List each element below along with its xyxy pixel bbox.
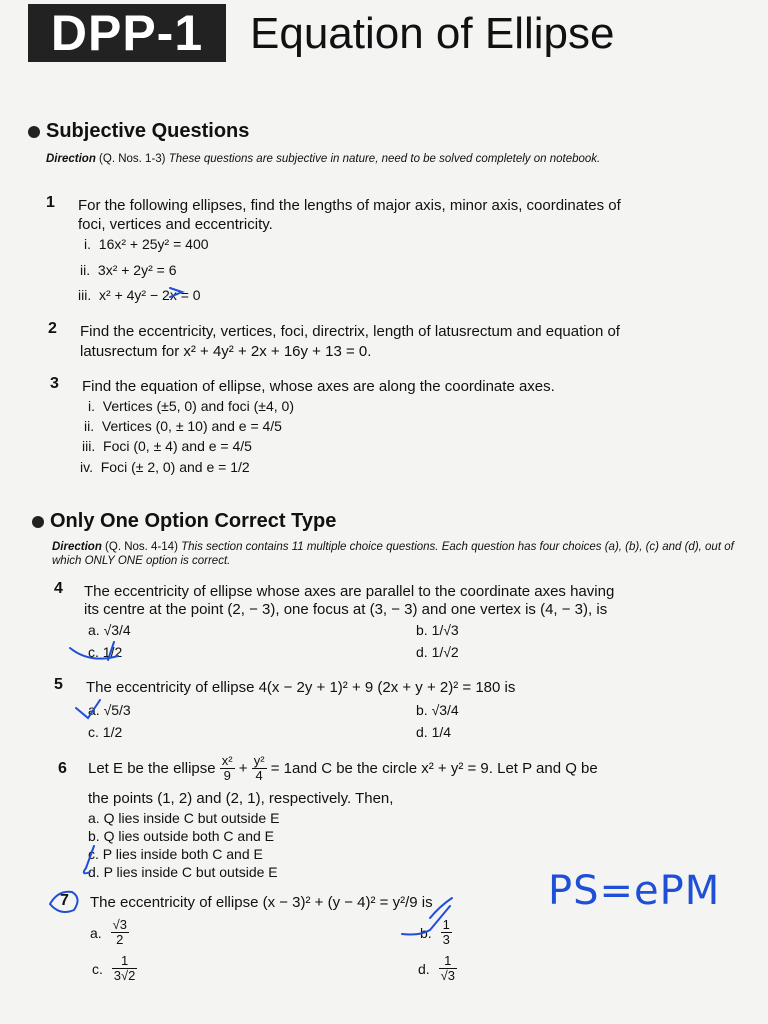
sub-item-label: iv. (80, 459, 93, 475)
option-c: c. 1/2 (88, 724, 123, 740)
direction-text: This section contains 11 multiple choice questions. Each question has four choices (a), (b), (c) and (d), out of which ONLY ONE option is correct. (52, 541, 734, 567)
direction-ref: (Q. Nos. 4-14) (105, 541, 178, 553)
option-label: d. (418, 960, 430, 977)
option-label: a. (90, 924, 102, 941)
option-d: d. P lies inside C but outside E (88, 864, 278, 880)
question-number: 2 (48, 320, 57, 337)
option-a: a. √5/3 (88, 702, 131, 718)
question-text: Find the equation of ellipse, whose axes are along the coordinate axes. (82, 378, 555, 395)
direction-label: Direction (52, 541, 102, 553)
question-text: Find the eccentricity, vertices, foci, directrix, length of latusrectum and equation of (80, 323, 620, 340)
fraction-denominator: 3√2 (113, 968, 136, 983)
sub-item-text: 3x² + 2y² = 6 (97, 262, 177, 278)
question-text-post: = 1and C be the circle x² + y² = 9. Let P and Q be (270, 759, 598, 777)
sub-item-label: iii. (82, 438, 96, 454)
page-title: Equation of Ellipse (250, 9, 615, 58)
question-number: 7 (60, 892, 69, 909)
plus-sign: + (238, 759, 248, 777)
section-heading-text: Only One Option Correct Type (50, 510, 337, 532)
option-c: c. P lies inside both C and E (88, 846, 263, 862)
question-text: For the following ellipses, find the lengths of major axis, minor axis, coordinates of (78, 197, 621, 214)
fraction-numerator: 1 (112, 954, 138, 969)
question-number: 4 (54, 580, 63, 597)
question-text: the points (1, 2) and (2, 1), respectively. Then, (88, 790, 394, 807)
direction-label: Direction (46, 153, 96, 165)
question-text: The eccentricity of ellipse (x − 3)² + (y − 4)² = y²/9 is (90, 894, 433, 911)
question-text: its centre at the point (2, − 3), one focus at (3, − 3) and one vertex is (4, − 3), is (84, 601, 608, 618)
fraction-numerator: 1 (439, 954, 457, 969)
direction-ref: (Q. Nos. 1-3) (99, 153, 166, 165)
question-number: 5 (54, 676, 63, 693)
question-number: 1 (46, 194, 55, 211)
question-text: foci, vertices and eccentricity. (78, 216, 273, 233)
sub-item-text: Foci (± 2, 0) and e = 1/2 (100, 459, 250, 475)
option-b: b. 1/√3 (416, 622, 459, 638)
sub-item-label: ii. (80, 262, 91, 278)
option-d: d. 1/4 (416, 724, 452, 740)
option-b: b. Q lies outside both C and E (88, 828, 274, 844)
question-text: The eccentricity of ellipse 4(x − 2y + 1)² + 9 (2x + y + 2)² = 180 is (86, 679, 516, 696)
sub-item-text: x² + 4y² − 2x = 0 (99, 287, 201, 303)
question-text: The eccentricity of ellipse whose axes are parallel to the coordinate axes having (84, 583, 615, 600)
option-a: a. √3/4 (88, 622, 131, 638)
direction-text: These questions are subjective in nature, need to be solved completely on notebook. (168, 153, 601, 165)
fraction-denominator: 3 (442, 932, 450, 947)
fraction-numerator: x² (221, 752, 233, 768)
dpp-badge: DPP-1 (28, 4, 226, 62)
sub-item-text: Vertices (0, ± 10) and e = 4/5 (101, 418, 282, 434)
ink-tick-q7b (402, 906, 450, 935)
sub-item-text: 16x² + 25y² = 400 (98, 236, 209, 252)
sub-item-text: Vertices (±5, 0) and foci (±4, 0) (102, 398, 295, 414)
sub-item-label: iii. (78, 287, 92, 303)
ink-tick-q5a (76, 700, 100, 718)
fraction-denominator: 2 (116, 932, 124, 947)
question-text: latusrectum for x² + 4y² + 2x + 16y + 13 = 0. (80, 343, 372, 360)
section-heading-text: Subjective Questions (46, 120, 250, 142)
sub-item-label: i. (88, 398, 95, 414)
fraction-denominator: 9 (223, 767, 231, 783)
option-label: c. (92, 960, 103, 977)
question-number: 6 (58, 760, 67, 777)
fraction-denominator: √3 (440, 968, 455, 983)
option-d: d. 1/√2 (416, 644, 459, 660)
ink-mark-q1iii (170, 288, 182, 297)
fraction-numerator: 1 (442, 917, 450, 932)
ink-circle-q7 (50, 892, 78, 912)
ink-tick-q6d (84, 846, 94, 873)
question-number: 3 (50, 375, 59, 392)
question-text-pre: Let E be the ellipse (88, 759, 216, 777)
option-label: b. (420, 924, 432, 941)
handwritten-note: PS=ePM (548, 868, 721, 914)
fraction-numerator: y² (253, 752, 265, 768)
sub-item-text: Foci (0, ± 4) and e = 4/5 (103, 438, 252, 454)
sub-item-label: ii. (84, 418, 95, 434)
option-b: b. √3/4 (416, 702, 459, 718)
option-c: c. 1/2 (88, 644, 123, 660)
sub-item-label: i. (84, 236, 91, 252)
option-a: a. Q lies inside C but outside E (88, 810, 280, 826)
fraction-numerator: √3 (112, 917, 127, 932)
fraction-denominator: 4 (255, 767, 263, 783)
